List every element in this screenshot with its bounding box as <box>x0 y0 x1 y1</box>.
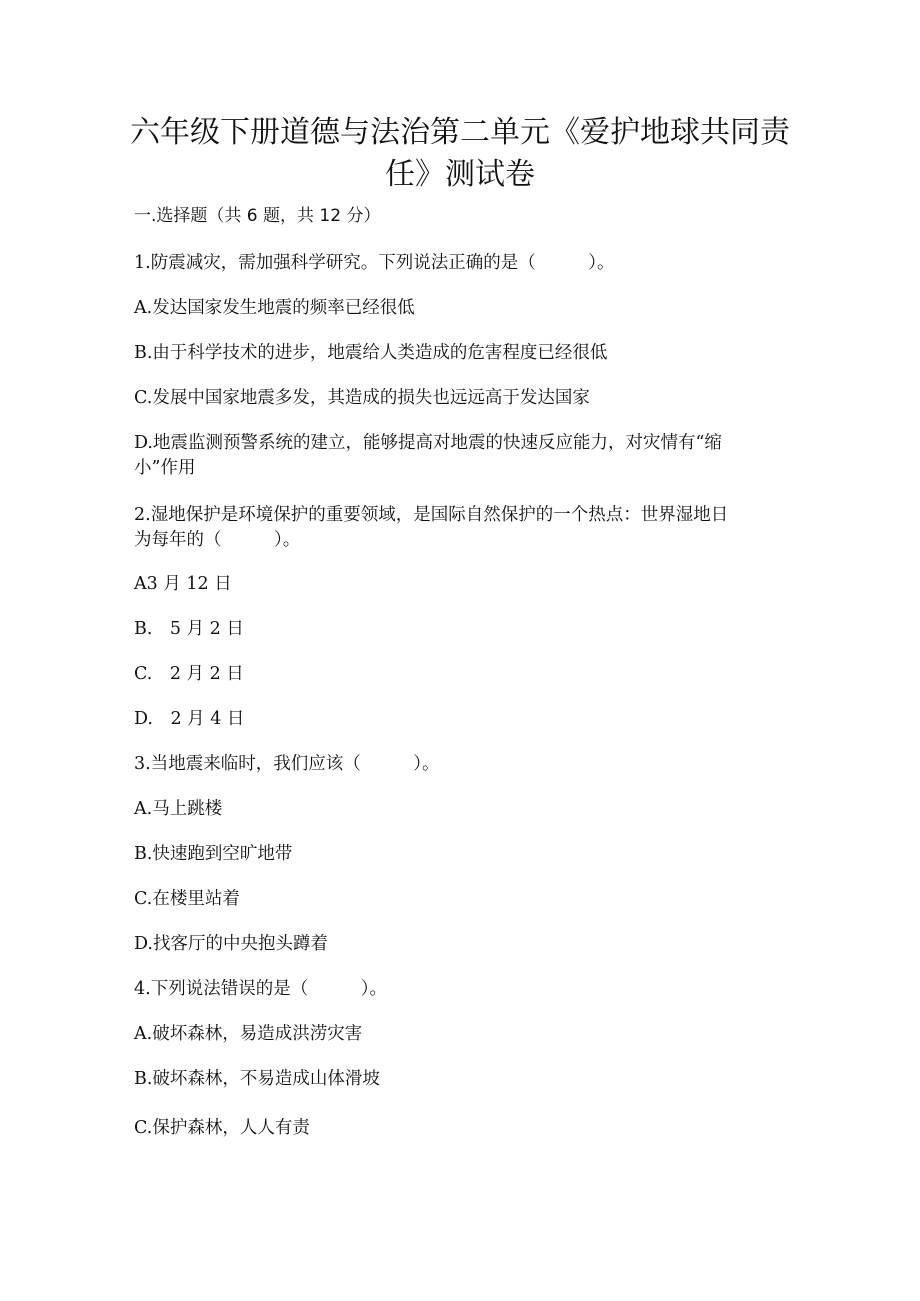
document-title <box>120 112 800 196</box>
question-2-stem-line-2: 为每年的（ ）。 <box>134 530 301 550</box>
question-3-option-d: D.找客厅的中央抱头蹲着 <box>134 934 328 954</box>
title-line-1: 六年级下册道德与法治第二单元《爱护地球共同责 <box>130 115 790 150</box>
question-4-option-c: C.保护森林，人人有责 <box>134 1118 310 1138</box>
question-3-option-b: B.快速跑到空旷地带 <box>134 844 293 864</box>
question-2-option-b: B. 5 月 2 日 <box>134 619 244 639</box>
question-4-stem: 4.下列说法错误的是（ ）。 <box>134 979 387 999</box>
question-3-option-c: C.在楼里站着 <box>134 889 240 909</box>
question-4-option-b: B.破坏森林，不易造成山体滑坡 <box>134 1069 380 1089</box>
section-heading: 一.选择题（共 6 题，共 12 分） <box>134 206 381 226</box>
title-line-2: 任》测试卷 <box>385 157 535 192</box>
question-1-option-b: B.由于科学技术的进步，地震给人类造成的危害程度已经很低 <box>134 343 608 363</box>
question-2-option-d: D. 2 月 4 日 <box>134 709 245 729</box>
question-2-option-c: C. 2 月 2 日 <box>134 664 244 684</box>
question-4-option-a: A.破坏森林，易造成洪涝灾害 <box>134 1024 363 1044</box>
question-1-option-d: D.地震监测预警系统的建立，能够提高对地震的快速反应能力，对灾情有“缩 <box>134 433 722 453</box>
question-2-option-a: A3 月 12 日 <box>134 574 232 594</box>
question-1-stem: 1.防震减灾，需加强科学研究。下列说法正确的是（ ）。 <box>134 253 615 273</box>
question-3-option-a: A.马上跳楼 <box>134 799 223 819</box>
question-1-option-c: C.发展中国家地震多发，其造成的损失也远远高于发达国家 <box>134 388 590 408</box>
question-2-stem-line-1: 2.湿地保护是环境保护的重要领域，是国际自然保护的一个热点：世界湿地日 <box>134 505 729 525</box>
question-1-option-d-cont: 小”作用 <box>134 458 196 478</box>
question-3-stem: 3.当地震来临时，我们应该（ ）。 <box>134 754 440 774</box>
question-1-option-a: A.发达国家发生地震的频率已经很低 <box>134 298 415 318</box>
